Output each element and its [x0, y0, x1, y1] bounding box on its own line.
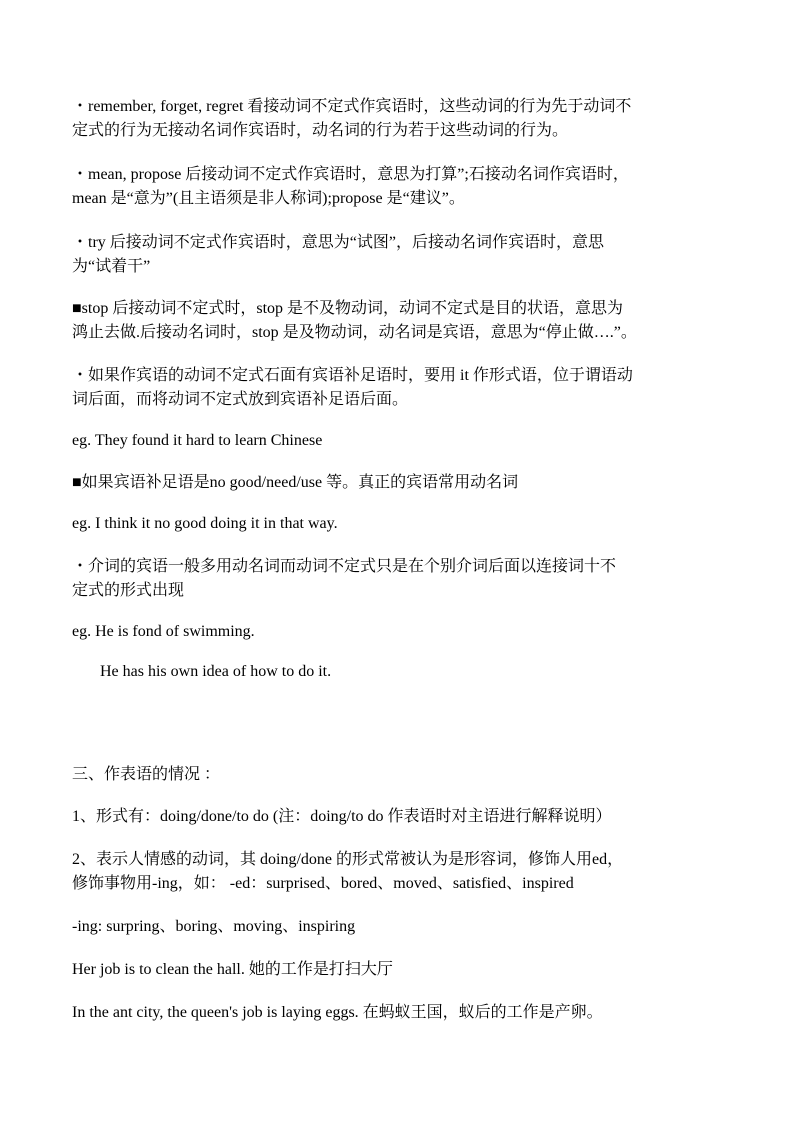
point-1-forms: 1、形式有：doing/done/to do (注：doing/to do 作表语时对主语进行解释说明）: [72, 808, 612, 825]
para-remember-line-2: 定式的行为无接动名词作宾语时，动名词的行为若于这些动词的行为。: [72, 122, 569, 139]
para-mean-line-2: mean 是“意为”(且主语须是非人称词);propose 是“建议”。: [72, 190, 465, 207]
para-it-line-1: ・如果作宾语的动词不定式石面有宾语补足语时，要用 it 作形式语，位于谓语动: [72, 367, 633, 384]
para-stop-line-2: 鸿止去做.后接动名词时，stop 是及物动词，动名词是宾语，意思为“停止做….”。: [72, 324, 637, 341]
para-no-good: ■如果宾语补足语是no good/need/use 等。真正的宾语常用动名词: [72, 474, 519, 491]
section-heading-predicative: 三、作表语的情况 ：: [72, 766, 221, 783]
example-no-good: eg. I think it no good doing it in that way.: [72, 515, 338, 532]
example-laying-eggs: In the ant city, the queen's job is laying eggs. 在蚂蚁王国，蚁后的工作是产卵。: [72, 1004, 603, 1021]
para-prep-line-2: 定式的形式出现: [72, 582, 185, 599]
para-prep-line-1: ・介词的宾语一般多用动名词而动词不定式只是在个别介词后面以连接词十不: [72, 558, 617, 575]
para-try-line-1: ・try 后接动词不定式作宾语时，意思为“试图”，后接动名词作宾语时，意思: [72, 234, 604, 251]
point-2-line-2: 修饰事物用-ing，如： -ed：surprised、bored、moved、satisfied、inspired: [72, 875, 574, 892]
para-mean-line-1: ・mean, propose 后接动词不定式作宾语时，意思为打算”;石接动名词作宾语时，: [72, 166, 629, 183]
para-try-line-2: 为“试着干”: [72, 258, 151, 275]
example-found-hard: eg. They found it hard to learn Chinese: [72, 432, 323, 449]
para-remember-line-1: ・remember, forget, regret 看接动词不定式作宾语时，这些动词的行为先于动词不: [72, 98, 632, 115]
example-own-idea: He has his own idea of how to do it.: [100, 663, 332, 680]
example-fond-swimming: eg. He is fond of swimming.: [72, 623, 255, 640]
para-stop-line-1: ■stop 后接动词不定式时，stop 是不及物动词，动词不定式是目的状语，意思为: [72, 300, 624, 317]
point-2-line-1: 2、表示人情感的动词，其 doing/done 的形式常被认为是形容词，修饰人用ed，: [72, 851, 624, 868]
para-it-line-2: 词后面，而将动词不定式放到宾语补足语后面。: [72, 391, 409, 408]
example-clean-hall: Her job is to clean the hall. 她的工作是打扫大厅: [72, 961, 393, 978]
ing-examples: -ing: surpring、boring、moving、inspiring: [72, 918, 356, 935]
